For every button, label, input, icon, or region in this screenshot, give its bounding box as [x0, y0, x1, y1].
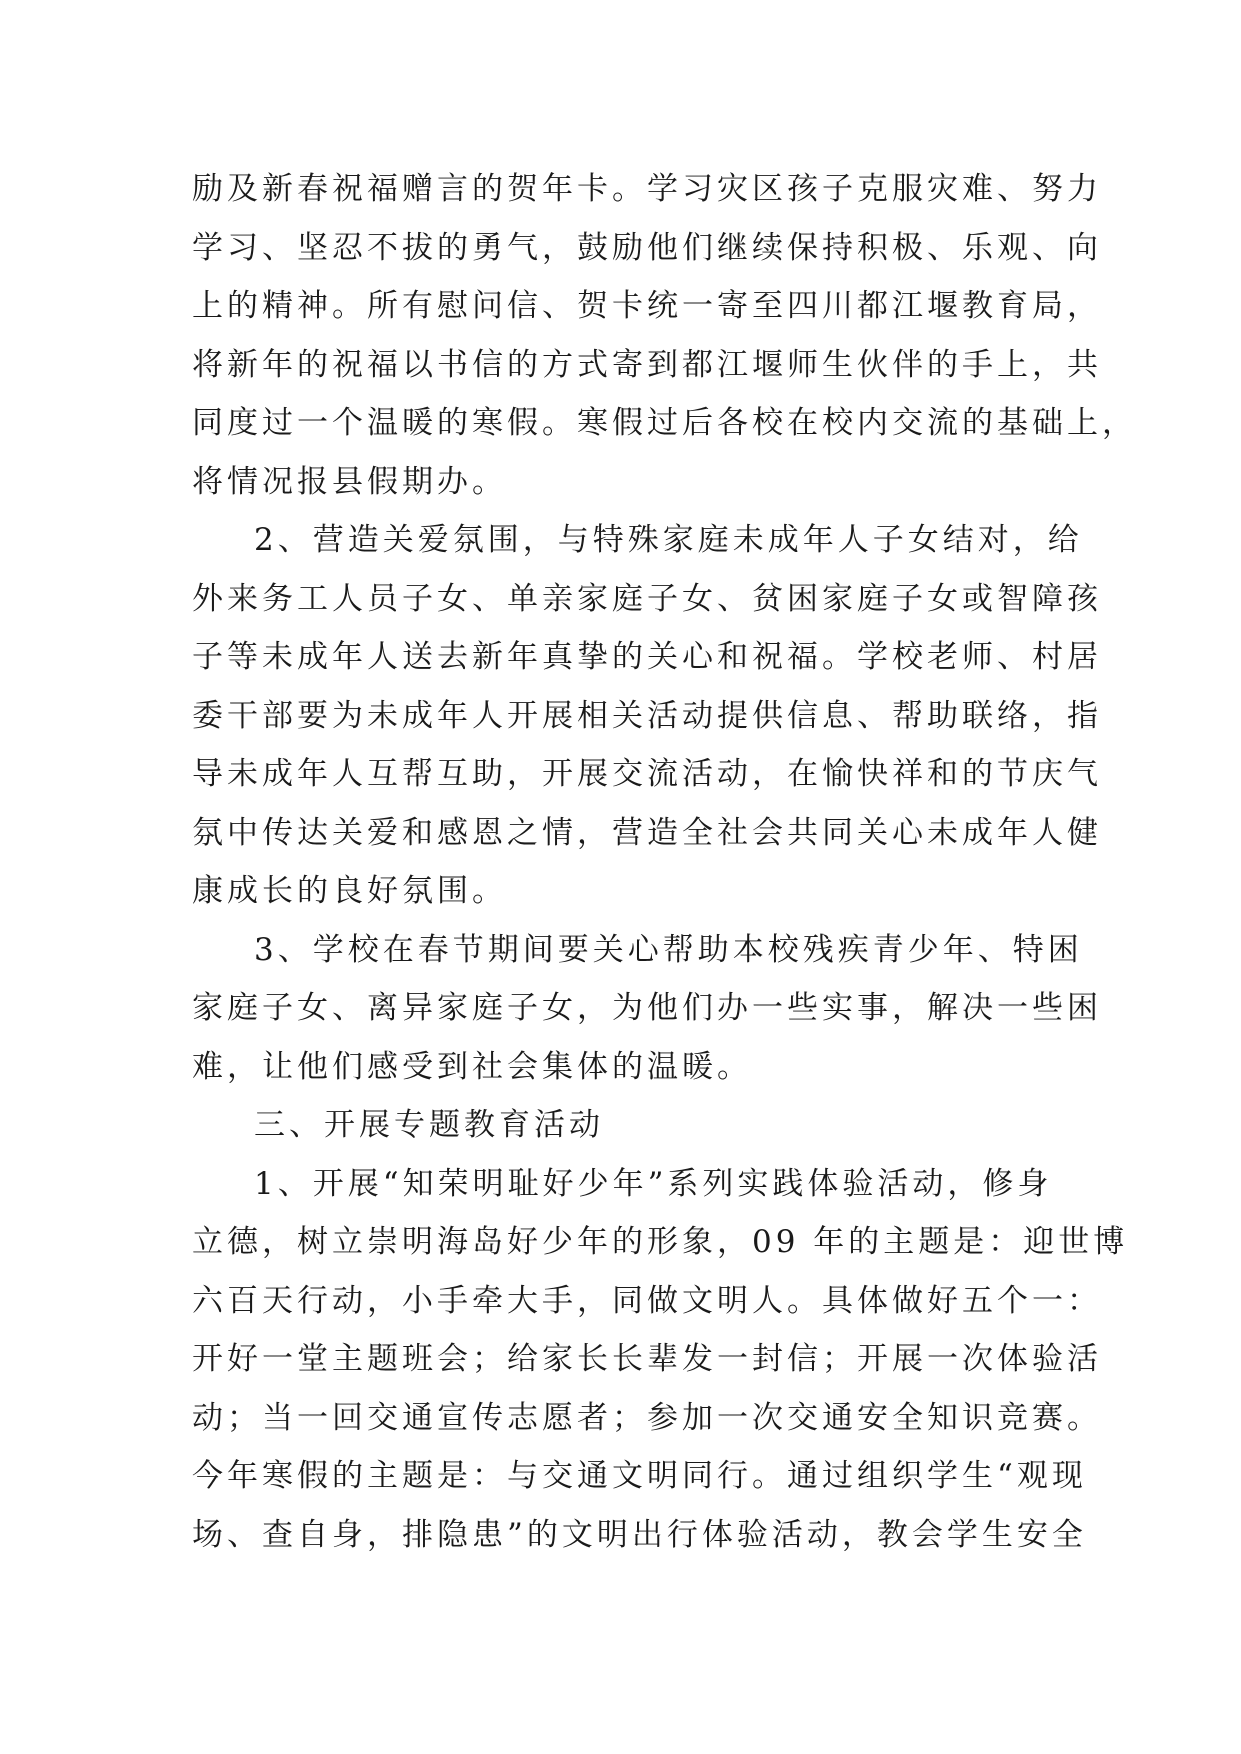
text-line: 场、查自身，排隐患”的文明出行体验活动，教会学生安全: [192, 1516, 1087, 1553]
text-line: 难，让他们感受到社会集体的温暖。: [192, 1048, 752, 1085]
text-line: 外来务工人员子女、单亲家庭子女、贫困家庭子女或智障孩: [192, 580, 1102, 617]
text-line: 委干部要为未成年人开展相关活动提供信息、帮助联络，指: [192, 697, 1102, 734]
text-line: 康成长的良好氛围。: [192, 873, 507, 909]
text-line: 将新年的祝福以书信的方式寄到都江堰师生伙伴的手上，共: [192, 346, 1102, 383]
text-line: 上的精神。所有慰问信、贺卡统一寄至四川都江堰教育局，: [192, 288, 1102, 324]
text-line: 立德，树立崇明海岛好少年的形象，09 年的主题是：迎世博: [192, 1224, 1129, 1260]
text-line: 励及新春祝福赠言的贺年卡。学习灾区孩子克服灾难、努力: [192, 171, 1102, 207]
text-line: 动；当一回交通宣传志愿者；参加一次交通安全知识竞赛。: [192, 1399, 1102, 1436]
text-line: 1、开展“知荣明耻好少年”系列实践体验活动，修身: [254, 1165, 1053, 1202]
text-line: 家庭子女、离异家庭子女，为他们办一些实事，解决一些困: [192, 990, 1102, 1026]
text-line: 开好一堂主题班会；给家长长辈发一封信；开展一次体验活: [192, 1341, 1102, 1377]
text-line: 3、学校在春节期间要关心帮助本校残疾青少年、特困: [254, 931, 1083, 968]
text-line: 导未成年人互帮互助，开展交流活动，在愉快祥和的节庆气: [192, 756, 1102, 792]
text-line: 同度过一个温暖的寒假。寒假过后各校在校内交流的基础上，: [192, 405, 1137, 441]
document-body: [192, 160, 1137, 1564]
text-line: 三、开展专题教育活动: [254, 1107, 604, 1143]
text-line: 六百天行动，小手牵大手，同做文明人。具体做好五个一：: [192, 1282, 1102, 1319]
text-line: 学习、坚忍不拔的勇气，鼓励他们继续保持积极、乐观、向: [192, 229, 1102, 266]
text-line: 氛中传达关爱和感恩之情，营造全社会共同关心未成年人健: [192, 814, 1102, 851]
text-line: 将情况报县假期办。: [192, 463, 507, 500]
text-line: 今年寒假的主题是：与交通文明同行。通过组织学生“观现: [192, 1458, 1087, 1494]
text-line: 2、营造关爱氛围，与特殊家庭未成年人子女结对，给: [254, 522, 1083, 558]
text-line: 子等未成年人送去新年真挚的关心和祝福。学校老师、村居: [192, 639, 1102, 675]
